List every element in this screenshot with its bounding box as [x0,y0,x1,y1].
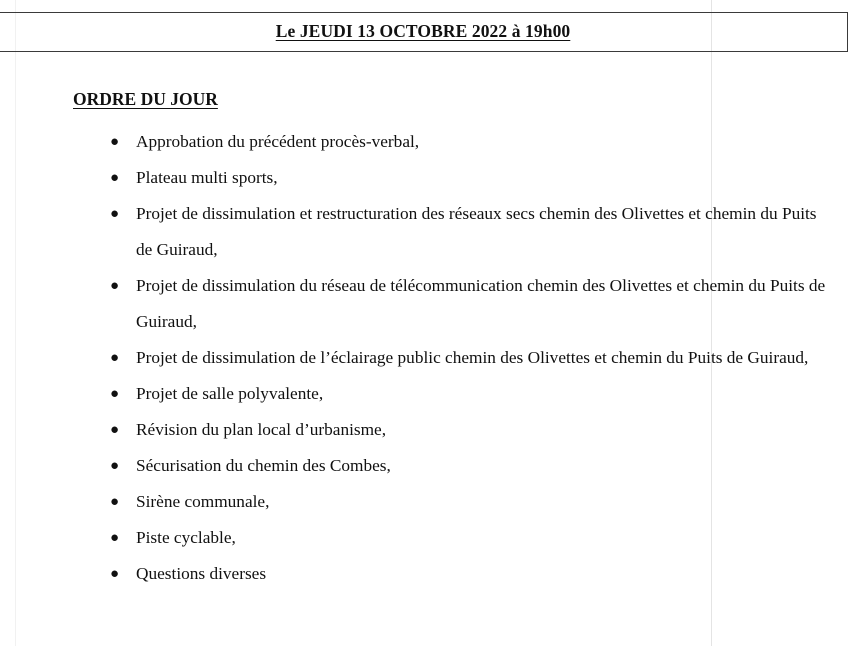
bullet-icon: ● [110,530,120,546]
agenda-title: ORDRE DU JOUR [73,89,218,109]
agenda-item: ● Sécurisation du chemin des Combes, [105,448,835,484]
bullet-icon: ● [110,386,120,402]
agenda-item: ● Questions diverses [105,556,835,592]
bullet-icon: ● [110,278,120,294]
bullet-icon: ● [110,350,120,366]
agenda-item: ● Sirène communale, [105,484,835,520]
agenda-item: ● Approbation du précédent procès-verbal, [105,124,835,160]
agenda-item: ● Révision du plan local d’urbanisme, [105,412,835,448]
bullet-icon: ● [110,134,120,150]
meeting-date-box [0,12,848,52]
agenda-list [105,124,835,592]
bullet-icon: ● [110,458,120,474]
bullet-icon: ● [110,494,120,510]
bullet-icon: ● [110,566,120,582]
meeting-date: Le JEUDI 13 OCTOBRE 2022 à 19h00 [275,21,571,41]
agenda-item: ● Projet de salle polyvalente, [105,376,835,412]
agenda-item: ● Projet de dissimulation et restructuration des réseaux secs chemin des Olivettes et chemin du Puits de Guiraud, [105,196,835,268]
agenda-item: ● Plateau multi sports, [105,160,835,196]
bullet-icon: ● [110,170,120,186]
agenda-item: ● Piste cyclable, [105,520,835,556]
agenda-item: ● Projet de dissimulation du réseau de télécommunication chemin des Olivettes et chemin du Puits de Guiraud, [105,268,835,340]
page-fold-line [15,0,16,646]
bullet-icon: ● [110,422,120,438]
agenda-item: ● Projet de dissimulation de l’éclairage public chemin des Olivettes et chemin du Puits de Guiraud, [105,340,835,376]
bullet-icon: ● [110,206,120,222]
